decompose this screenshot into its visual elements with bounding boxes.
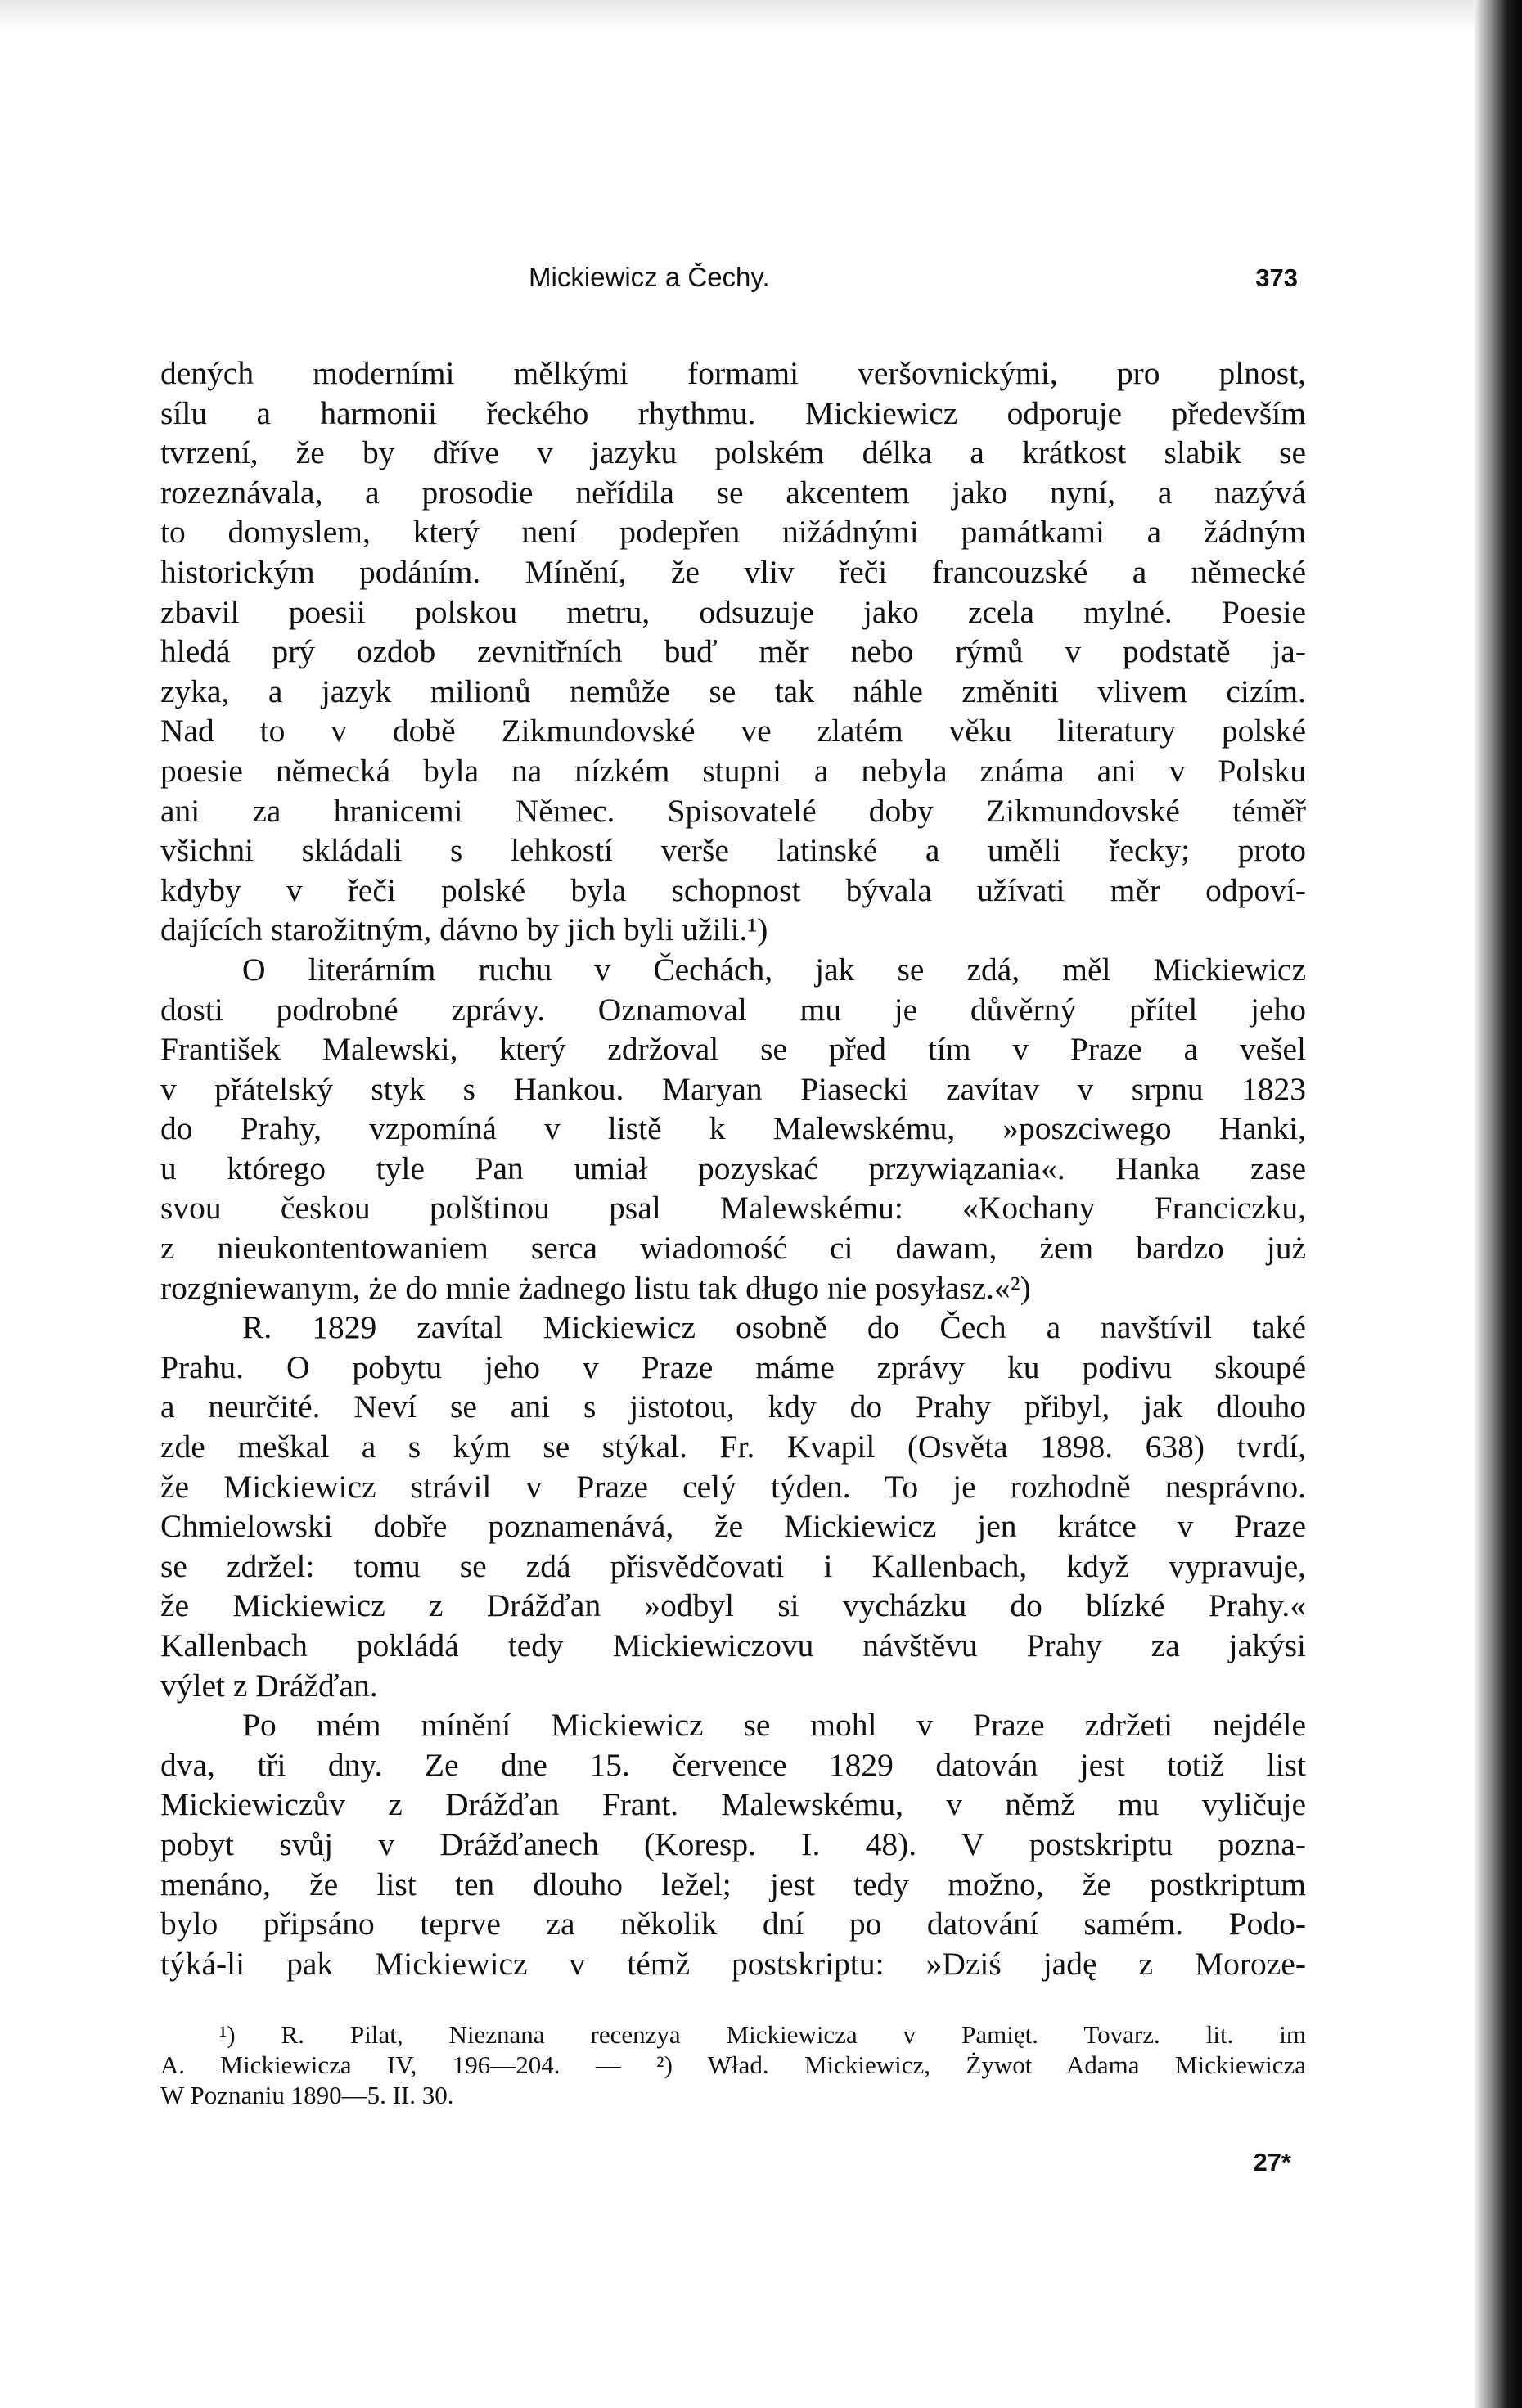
text-line: svou českou polštinou psal Malewskému: «Kochany Franciczku, xyxy=(160,1190,1306,1227)
paragraph-1 xyxy=(160,353,1306,950)
text-line: v přátelský styk s Hankou. Maryan Piasecki zavítav v srpnu 1823 xyxy=(160,1070,1306,1107)
body-text xyxy=(160,353,1306,1983)
footnote-line: A. Mickiewicza IV, 196—204. — ²) Wład. Mickiewicz, Żywot Adama Mickiewicza xyxy=(160,2050,1306,2080)
text-line: všichni skládali s lehkostí verše latinské a uměli řecky; proto xyxy=(160,832,1306,869)
text-line: hledá prý ozdob zevnitřních buď měr nebo rýmů v podstatě ja- xyxy=(160,633,1306,670)
text-line: R. 1829 zavítal Mickiewicz osobně do Čech a navštívil také xyxy=(242,1309,1306,1346)
paragraph-2 xyxy=(160,950,1306,1308)
footnotes xyxy=(160,2019,1306,2110)
page-number: 373 xyxy=(1255,263,1298,292)
signature-mark: 27* xyxy=(1253,2148,1291,2177)
text-line: zbavil poesii polskou metru, odsuzuje jako zcela mylné. Poesie xyxy=(160,593,1306,630)
text-line: u którego tyle Pan umiał pozyskać przywiązania«. Hanka zase xyxy=(160,1150,1306,1186)
text-line: Mickiewiczův z Drážďan Frant. Malewskému, v němž mu vyličuje xyxy=(160,1786,1306,1823)
text-line: O literárním ruchu v Čechách, jak se zdá, měl Mickiewicz xyxy=(242,951,1306,988)
paragraph-3 xyxy=(160,1308,1306,1705)
text-line: rozgniewanym, że do mnie żadnego listu tak długo nie posyłasz.«²) xyxy=(160,1269,1031,1306)
text-line: dených moderními mělkými formami veršovnickými, pro plnost, xyxy=(160,355,1306,391)
text-line: z nieukontentowaniem serca wiadomość ci dawam, żem bardzo już xyxy=(160,1230,1306,1267)
footnote-line: ¹) R. Pilat, Nieznana recenzya Mickiewicza v Pamięt. Tovarz. lit. im xyxy=(219,2020,1306,2050)
text-line: pobyt svůj v Drážďanech (Koresp. I. 48). V postskriptu pozna- xyxy=(160,1825,1306,1862)
text-line: František Malewski, který zdržoval se před tím v Praze a vešel xyxy=(160,1031,1306,1068)
text-line: historickým podáním. Mínění, že vliv řeči francouzské a německé xyxy=(160,553,1306,590)
text-line: že Mickiewicz strávil v Praze celý týden. To je rozhodně nesprávno. xyxy=(160,1468,1306,1505)
text-line: rozeznávala, a prosodie neřídila se akcentem jako nyní, a nazývá xyxy=(160,474,1306,511)
text-line: zde meškal a s kým se stýkal. Fr. Kvapil (Osvěta 1898. 638) tvrdí, xyxy=(160,1429,1306,1465)
text-line: Prahu. O pobytu jeho v Praze máme zprávy ku podivu skoupé xyxy=(160,1348,1306,1385)
book-page xyxy=(160,262,1306,2177)
text-line: týká-li pak Mickiewicz v témž postskriptu: »Dziś jadę z Moroze- xyxy=(160,1945,1306,1982)
scan-edge-right xyxy=(1475,0,1522,2408)
scan-shadow-top xyxy=(0,0,1522,33)
paragraph-4 xyxy=(160,1705,1306,1983)
text-line: výlet z Drážďan. xyxy=(160,1667,378,1704)
text-line: Nad to v době Zikmundovské ve zlatém věku literatury polské xyxy=(160,713,1306,749)
text-line: dosti podrobné zprávy. Oznamoval mu je důvěrný přítel jeho xyxy=(160,991,1306,1028)
text-line: Kallenbach pokládá tedy Mickiewiczovu návštěvu Prahy za jakýsi xyxy=(160,1627,1306,1663)
text-line: bylo připsáno teprve za několik dní po datování samém. Podo- xyxy=(160,1906,1306,1942)
text-line: poesie německá byla na nízkém stupni a nebyla známa ani v Polsku xyxy=(160,752,1306,789)
text-line: kdyby v řeči polské byla schopnost bývala užívati měr odpoví- xyxy=(160,871,1306,908)
text-line: Po mém mínění Mickiewicz se mohl v Praze zdržeti nejdéle xyxy=(242,1707,1306,1744)
text-line: do Prahy, vzpomíná v listě k Malewskému, »poszciwego Hanki, xyxy=(160,1110,1306,1147)
footnote-line: W Poznaniu 1890—5. II. 30. xyxy=(160,2081,454,2110)
text-line: zyka, a jazyk milionů nemůže se tak náhle změniti vlivem cizím. xyxy=(160,673,1306,709)
text-line: a neurčité. Neví se ani s jistotou, kdy do Prahy přibyl, jak dlouho xyxy=(160,1389,1306,1425)
text-line: dva, tři dny. Ze dne 15. července 1829 datován jest totiž list xyxy=(160,1746,1306,1783)
text-line: se zdržel: tomu se zdá přisvědčovati i Kallenbach, když vypravuje, xyxy=(160,1547,1306,1584)
running-title: Mickiewicz a Čechy. xyxy=(529,262,770,292)
running-head xyxy=(160,262,1306,311)
text-line: dajících starožitným, dávno by jich byli užili.¹) xyxy=(160,911,768,948)
text-line: Chmielowski dobře poznamenává, že Mickiewicz jen krátce v Praze xyxy=(160,1508,1306,1545)
text-line: menáno, že list ten dlouho ležel; jest tedy možno, že postkriptum xyxy=(160,1866,1306,1902)
text-line: to domyslem, který není podepřen nižádnými památkami a žádným xyxy=(160,514,1306,551)
text-line: ani za hranicemi Němec. Spisovatelé doby Zikmundovské téměř xyxy=(160,792,1306,829)
text-line: sílu a harmonii řeckého rhythmu. Mickiewicz odporuje především xyxy=(160,394,1306,431)
text-line: že Mickiewicz z Drážďan »odbyl si vycházku do blízké Prahy.« xyxy=(160,1587,1306,1624)
text-line: tvrzení, že by dříve v jazyku polském délka a krátkost slabik se xyxy=(160,434,1306,471)
